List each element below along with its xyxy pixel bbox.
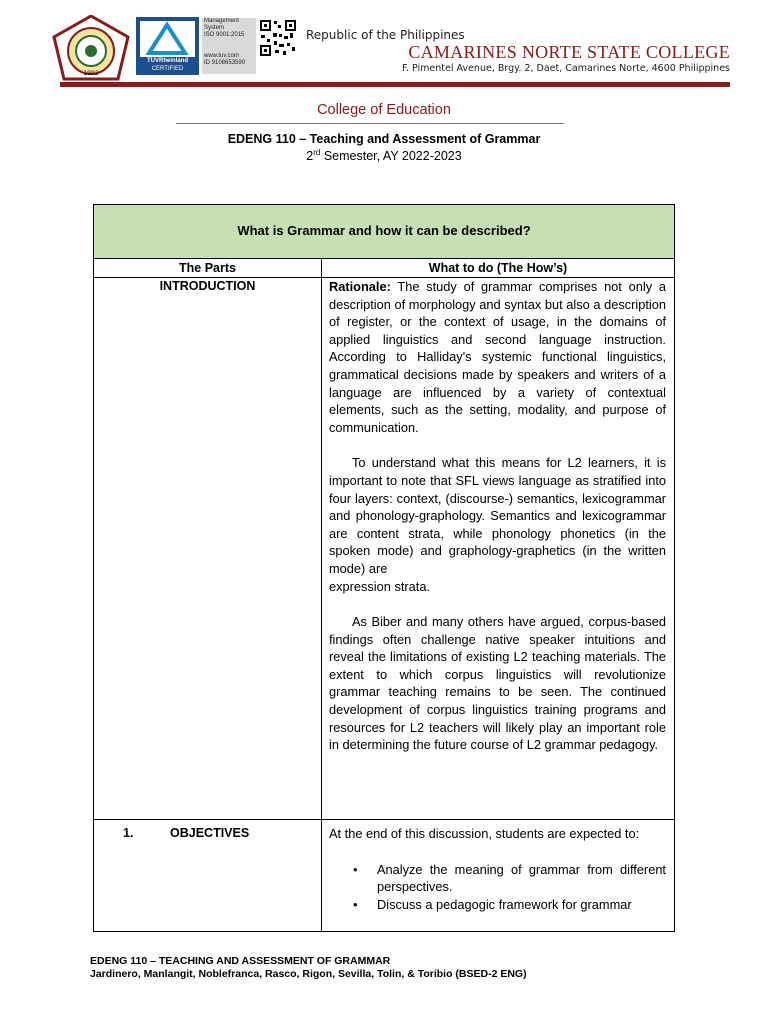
semester-number: 2 — [306, 149, 314, 164]
column-header-parts: The Parts — [179, 261, 236, 275]
semester-ordinal: rd — [313, 148, 321, 157]
department-title: College of Education — [317, 102, 451, 118]
course-title: EDENG 110 – Teaching and Assessment of Grammar — [227, 132, 541, 146]
college-name: CAMARINES NORTE STATE COLLEGE — [408, 42, 730, 62]
tuv-name: TÜVRheinland — [146, 58, 188, 64]
rationale-paragraph-3: As Biber and many others have argued, corpus-based findings often challenge native speaker intuitions and reveal the limitations of existing L2 teaching materials. The extent to which corpus linguistics will revolutionize grammar teaching remains to be seen. The continued development of corpus linguistics training programs and resources for L2 teachers will likely play an important role in determining the future course of L2 grammar pedagogy. — [329, 614, 666, 753]
table-question: What is Grammar and how it can be described? — [237, 223, 531, 238]
column-header-what-to-do: What to do (The How’s) — [428, 261, 568, 275]
tuv-certified-badge — [136, 17, 199, 75]
certification-text — [202, 18, 256, 74]
iso-certification-block — [136, 17, 298, 75]
rationale-text-1: The study of grammar comprises not only a description of morphology and syntax but also a description of register, or the context of usage, in the domains of applied linguistics and second language instruction. According to Halliday's systemic functional linguistics, grammatical decisions made by speakers and writers of a language are influenced by a variety of contextual elements, such as the setting, modality, and purpose of communication. — [329, 279, 666, 435]
rationale-cell — [329, 278, 666, 754]
cert-line: ISO 9001:2015 — [204, 32, 245, 38]
introduction-label: INTRODUCTION — [159, 279, 256, 293]
tuv-triangle-icon — [140, 21, 195, 57]
republic-label: Republic of the Philippines — [306, 28, 465, 42]
objective-text: Analyze the meaning of grammar from different perspectives. — [377, 861, 666, 895]
objectives-label: OBJECTIVES — [170, 826, 250, 840]
college-address: F. Pimentel Avenue, Brgy. 2, Daet, Camarines Norte, 4600 Philippines — [402, 63, 730, 74]
objectives-intro: At the end of this discussion, students are expected to: — [329, 826, 640, 841]
bullet-icon: • — [353, 861, 358, 877]
lesson-plan-table — [93, 204, 675, 932]
bullet-icon: • — [353, 896, 358, 912]
cert-line: System — [204, 25, 225, 31]
list-item — [329, 861, 666, 896]
rationale-label: Rationale: — [329, 279, 391, 294]
college-seal-logo — [52, 15, 130, 81]
footer-authors: Jardinero, Manlangit, Noblefranca, Rasco, Rigon, Sevilla, Tolin, & Toribio (BSED-2 ENG) — [90, 968, 527, 980]
cert-line: ID 9108653590 — [204, 60, 246, 66]
tuv-certified-label: CERTIFIED — [151, 66, 184, 72]
rationale-paragraph-2: To understand what this means for L2 learners, it is important to note that SFL views language as stratified into four layers: context, (discourse-) semantics, lexicogrammar and phonology-graphology. Semantics and lexicogrammar are content strata, while phonology phonetics (in the spoken mode) and graphology-graphetics (in the written mode) are — [329, 455, 666, 576]
cert-line: Management — [204, 18, 240, 24]
seal-year: 1992 — [83, 70, 99, 77]
objectives-list — [329, 861, 666, 914]
semester-text: Semester, AY 2022-2023 — [320, 149, 462, 164]
qr-code-icon — [259, 19, 297, 57]
footer-course-title: EDENG 110 – TEACHING AND ASSESSMENT OF GRAMMAR — [90, 955, 391, 967]
table-title-row — [94, 205, 674, 259]
objectives-number: 1. — [123, 826, 134, 840]
rationale-paragraph-2-tail: expression strata. — [329, 578, 431, 594]
row-divider — [94, 819, 674, 820]
department-divider — [176, 123, 564, 124]
cert-line: www.tuv.com — [204, 53, 239, 59]
rationale-paragraph-1 — [329, 278, 666, 436]
semester-line — [0, 148, 768, 163]
column-divider — [321, 259, 322, 932]
objectives-cell — [329, 825, 666, 913]
list-item — [329, 896, 666, 914]
header-divider — [60, 82, 730, 87]
objective-text: Discuss a pedagogic framework for grammar — [377, 896, 632, 912]
